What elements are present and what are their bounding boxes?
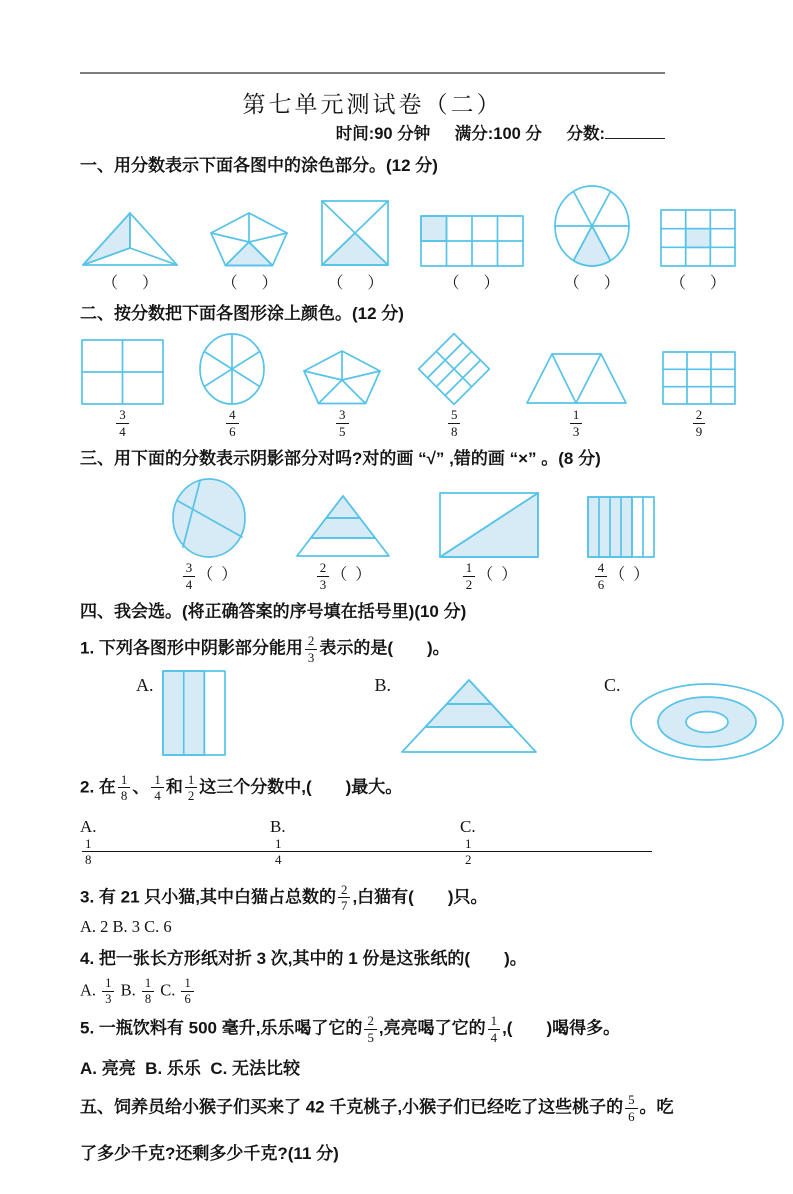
question-2-options (80, 817, 737, 867)
fraction: $\frac{4}{6}$ (226, 408, 238, 438)
choice-a (136, 669, 227, 757)
triangle-bands-figure (294, 493, 392, 559)
rect-diagonal-figure (438, 491, 540, 559)
fraction: $\frac{3}{4}$ (116, 408, 128, 438)
choice-a-label: A. (136, 674, 154, 695)
figure-grid8-one-shaded (419, 214, 525, 293)
fraction: $\frac{1}{2}$ (462, 837, 652, 867)
choice-c-label: C. (604, 674, 621, 695)
fraction: $\frac{1}{3}$ (102, 977, 114, 1006)
figure-trapezoid-thirds (524, 351, 629, 438)
circle-sixths-figure (552, 184, 632, 268)
fraction: $\frac{1}{4}$ (151, 773, 163, 803)
fraction: $\frac{2}{5}$ (364, 1014, 376, 1044)
pentagon-figure (207, 210, 292, 268)
target-fraction (568, 408, 584, 438)
section5-line1: 五、饲养员给小猴子们买来了 42 千克桃子,小猴子们已经吃了这些桃子的 $\frac{5}{6}$ 。吃 (80, 1092, 674, 1125)
answer-bracket: （ ） (443, 275, 500, 293)
option: A. $\frac{1}{8}$ (80, 817, 270, 867)
fraction: $\frac{5}{6}$ (625, 1093, 637, 1123)
fraction: $\frac{1}{4}$ (272, 837, 462, 867)
section2-figures (80, 332, 737, 438)
exam-meta (80, 123, 665, 145)
answer-bracket: （ ） (221, 275, 278, 293)
grid-3x3-figure (659, 208, 737, 268)
figure-rect-diagonal-shaded (438, 491, 540, 591)
target-fraction (334, 408, 350, 438)
fraction: $\frac{1}{6}$ (181, 977, 193, 1006)
fraction: $\frac{1}{8}$ (118, 773, 130, 803)
figure-circle-one-sixth-shaded (552, 184, 632, 293)
fraction: $\frac{5}{8}$ (448, 408, 460, 438)
figure-pentagon-one-fifth-shaded (207, 210, 292, 293)
section2-heading: 二、按分数把下面各图形涂上颜色。(12 分) (80, 304, 404, 324)
top-divider (80, 72, 665, 74)
judge-label: $\frac{1}{2}$ （ ） (461, 561, 517, 591)
target-fraction (114, 408, 130, 438)
question-4-options: A. $\frac{1}{3}$ B. $\frac{1}{8}$ C. $\frac{1}{6}$ (80, 977, 737, 1006)
fraction: $\frac{1}{8}$ (142, 977, 154, 1006)
question-3-options: A. 2 B. 3 C. 6 (80, 916, 172, 936)
question-3: 3. 有 21 只小猫,其中白猫占总数的 $\frac{2}{7}$ ,白猫有( )只。 (80, 881, 488, 914)
section1-figures (80, 184, 737, 293)
grid-4x2-figure (419, 214, 525, 268)
score-label: 分数: (566, 125, 605, 143)
judge-label: $\frac{2}{3}$ （ ） (315, 561, 371, 591)
figure-circle-sixths (197, 332, 267, 438)
target-fraction (224, 408, 240, 438)
choice-b (375, 669, 541, 755)
fraction: $\frac{4}{6}$ (595, 561, 607, 591)
diamond-grid-figure (417, 332, 491, 406)
grid-3x3-figure (661, 350, 737, 406)
choice-b-label: B. (374, 674, 392, 695)
vertical-strips-figure (586, 495, 656, 559)
fraction: $\frac{2}{3}$ (305, 634, 317, 664)
judge-label: $\frac{4}{6}$ （ ） (593, 561, 649, 591)
trapezoid-figure (524, 351, 629, 406)
answer-bracket: （ ） (101, 275, 158, 293)
exam-full-score: 满分:100 分 (454, 125, 542, 143)
figure-square-x-one-fourth-shaded (319, 198, 391, 293)
fraction: $\frac{1}{2}$ (463, 561, 475, 591)
page-title: 第七单元测试卷（二） (242, 92, 503, 117)
question-2: 2. 在 $\frac{1}{8}$ 、 $\frac{1}{4}$ 和 $\frac{1}{2}$ 这三个分数中,( )最大。 (80, 771, 403, 804)
section4-heading: 四、我会选。(将正确答案的序号填在括号里)(10 分) (80, 602, 467, 622)
question-5-options: A. 亮亮 B. 乐乐 C. 无法比较 (80, 1059, 301, 1079)
figure-grid9-center-shaded (659, 208, 737, 293)
square-x-figure (319, 198, 391, 268)
choice-c-figure (628, 681, 786, 763)
figure-circle-chords-shaded (170, 477, 248, 591)
question-5: 5. 一瓶饮料有 500 毫升,乐乐喝了它的 $\frac{2}{5}$ ,亮亮喝了它的 $\frac{1}{4}$ ,( )喝得多。 (80, 1013, 621, 1045)
fraction: $\frac{2}{7}$ (338, 883, 350, 913)
section3-heading: 三、用下面的分数表示阴影部分对吗?对的画 “√” ,错的画 “×” 。(8 分) (80, 449, 601, 469)
fraction: $\frac{3}{4}$ (183, 561, 195, 591)
question-4: 4. 把一张长方形纸对折 3 次,其中的 1 份是这张纸的( )。 (80, 948, 527, 968)
test-paper-page (0, 72, 793, 1194)
section5-line2: 了多少千克?还剩多少千克?(11 分) (80, 1143, 339, 1163)
choice-a-figure (161, 669, 227, 757)
circle-sixths-figure (197, 332, 267, 406)
answer-bracket: （ ） (327, 275, 384, 293)
figure-strips-shaded (586, 495, 656, 591)
fraction: $\frac{1}{3}$ (570, 408, 582, 438)
square-2x2-figure (80, 338, 165, 406)
fraction: $\frac{1}{2}$ (185, 773, 197, 803)
fraction: $\frac{3}{5}$ (336, 408, 348, 438)
exam-time: 时间:90 分钟 (335, 125, 431, 143)
choice-c (604, 669, 786, 763)
score-blank-line (605, 124, 665, 139)
figure-diamond-eighths (417, 332, 491, 438)
fraction: $\frac{2}{9}$ (693, 408, 705, 438)
answer-bracket: （ ） (563, 275, 620, 293)
fraction: $\frac{2}{3}$ (317, 561, 329, 591)
figure-pentagon-fifths (300, 348, 385, 438)
answer-bracket: （ ） (669, 275, 726, 293)
target-fraction (691, 408, 707, 438)
figure-square-2x2 (80, 338, 165, 438)
fraction: $\frac{1}{4}$ (488, 1014, 500, 1044)
figure-triangle-one-third-shaded (80, 210, 180, 293)
question-1-choices (80, 669, 737, 763)
figure-triangle-bands-shaded (294, 493, 392, 591)
triangle-figure (80, 210, 180, 268)
figure-grid-3x3 (661, 350, 737, 438)
pentagon-figure (300, 348, 385, 406)
section1-heading: 一、用分数表示下面各图中的涂色部分。(12 分) (80, 156, 438, 175)
target-fraction (446, 408, 462, 438)
question-1: 1. 下列各图形中阴影部分能用 $\frac{2}{3}$ 表示的是( )。 (80, 633, 450, 665)
option: C. $\frac{1}{2}$ (460, 817, 650, 867)
circle-chords-figure (170, 477, 248, 559)
section3-figures (80, 477, 737, 591)
judge-label: $\frac{3}{4}$ （ ） (181, 561, 237, 591)
paper-content (0, 152, 793, 1168)
choice-b-figure (398, 677, 540, 755)
fraction: $\frac{1}{8}$ (82, 837, 272, 867)
option: B. $\frac{1}{4}$ (270, 817, 460, 867)
